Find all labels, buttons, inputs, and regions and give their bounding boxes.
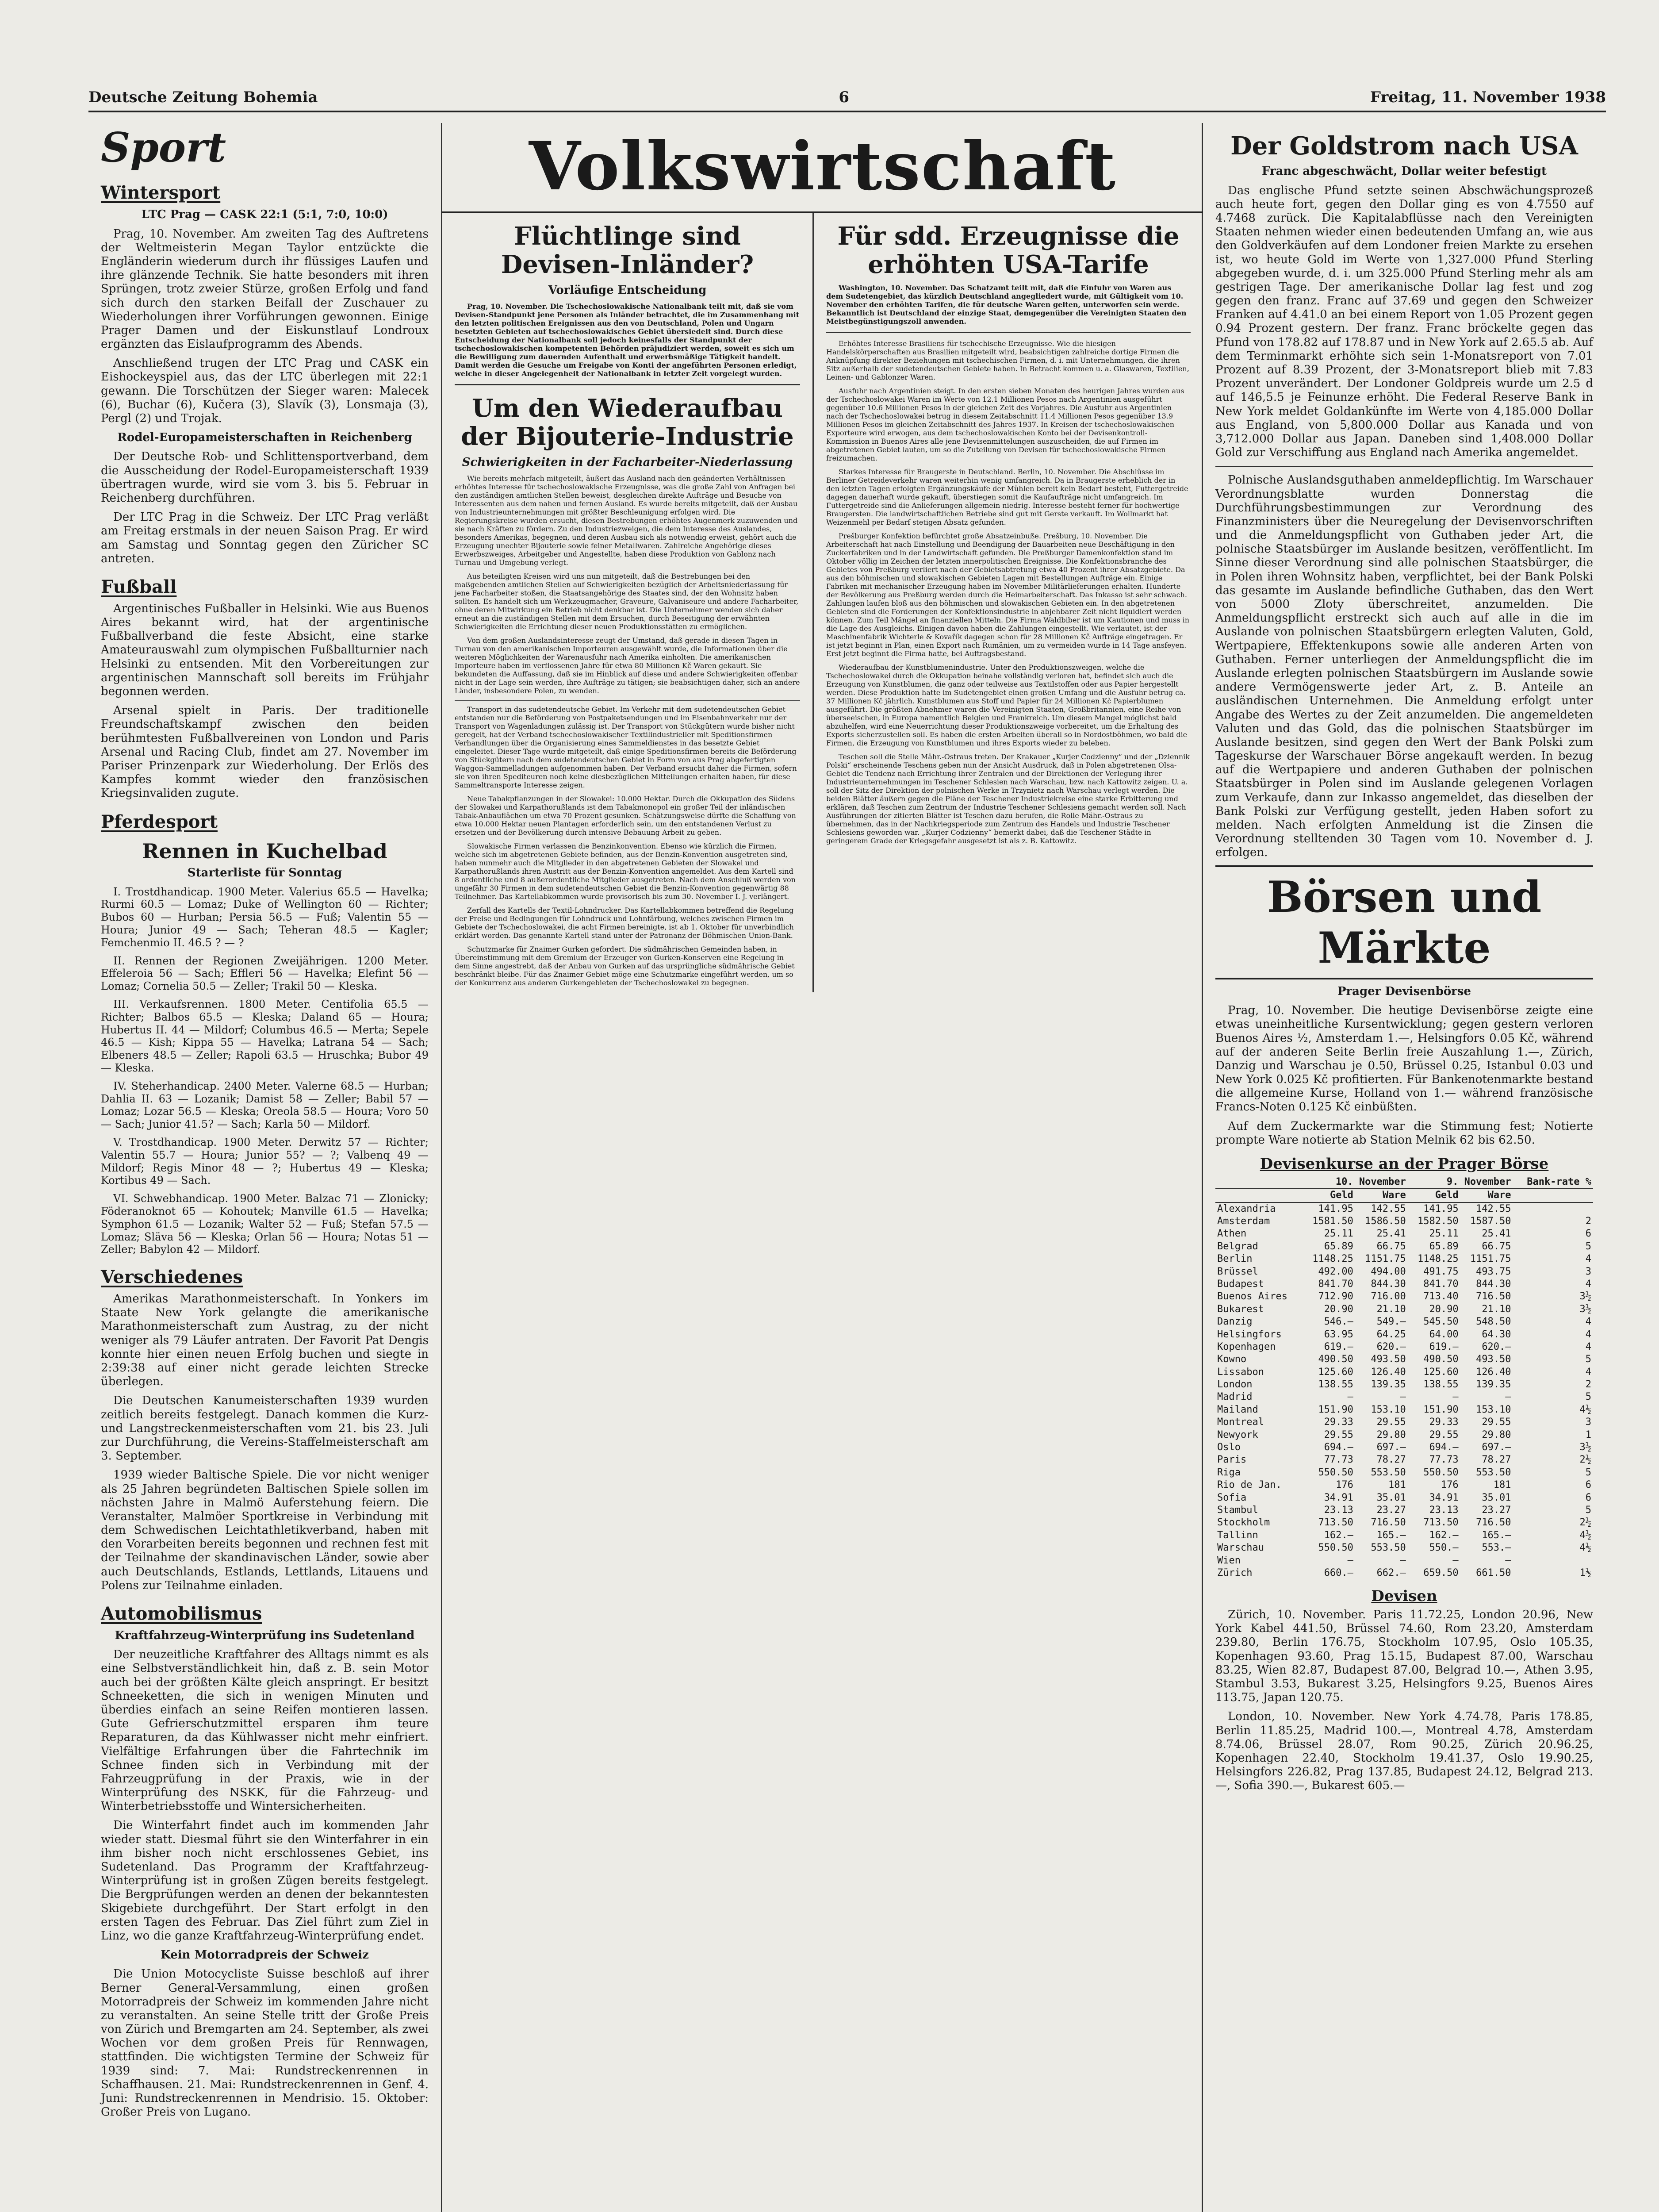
article-paragraph: Der neuzeitliche Kraftfahrer des Alltags nimmt es als eine Selbstverständlichkeit hin, daß z. B. sein Motor auch bei der größten Kälte gleich anspringt. Er besitzt Schneeketten, die sich in wenigen Minuten und überdies einfach an seine Reifen montieren lassen. Gute Gefrierschutzmittel ersparen ihm teure Reparaturen, da das Kühlwasser nicht mehr einfriert. Vielfältige Erfahrungen über die Fahrtechnik im Schnee finden sich in Verbindung mit der Fahrzeugprüfung in der Praxis, wie in der Winterprüfung des NSKK, für die Fahrzeug- und Winterbetriebsstoffe und Wintersicherheiten. [101,1648,429,1813]
rates-value: 844.30 [1476,1278,1511,1290]
rates-table [1215,1176,1593,1580]
race-entry: III. Verkaufsrennen. 1800 Meter. Centifolia 65.5 — Richter; Balbos 65.5 — Kleska; Daland 65 — Houra; Hubertus II. 44 — Mildorf; Columbus 46.5 — Merta; Sepele 46.5 — Kish; Kippa 55 — Havelka; Latrana 54 — Sach; Elbeners 48.5 — Zeller; Rapoli 63.5 — Hruschka; Bubor 49 — Kleska. [101,998,429,1074]
rates-value: 3 [1585,1417,1591,1428]
rates-value: 619.— [1429,1341,1459,1352]
rates-value: 550.50 [1318,1467,1353,1478]
rates-value: 138.55 [1423,1379,1459,1390]
race-entry: I. Trostdhandicap. 1900 Meter. Valerius 65.5 — Havelka; Rurmi 60.5 — Lomaz; Duke of Wellington 60 — Richter; Bubos 60 — Hurban; Persia 56.5 — Fuß; Valentin 55 — Houra; Junior 49 — Sach; Teheran 48.5 — Kagler; Femchenmio II. 46.5 ? — ? [101,885,429,949]
rates-value: 550.50 [1423,1467,1459,1478]
rates-city: Warschau [1217,1542,1264,1554]
rates-city: Paris [1217,1454,1247,1466]
rates-value: 716.50 [1371,1517,1406,1528]
rates-row [1215,1278,1593,1290]
article-paragraph: Wiederaufbau der Kunstblumenindustrie. Unter den Produktionszweigen, welche die Tschechoslowakei durch die Okkupation beinahe vollständig verloren hat, befindet sich auch die Erzeugung von Kunstblumen, die ganz oder teilweise aus Textilstoffen oder aus Papier hergestellt werden. Diese Produktion hatte im Sudetengebiet einen großen Umfang und die Ausfuhr betrug ca. 37 Millionen Kč jährlich. Kunstblumen aus Stoff und Papier für 24 Millionen Kč Papierblumen ausgeführt. Die größten Abnehmer waren die Vereinigten Staaten, Großbritannien, eine Reihe von überseeischen, in Europa namentlich Belgien und Frankreich. Um diesem Mangel möglichst bald abzuhelfen, wird eine Neuerrichtung dieser Produktionszweige vorbereitet, um die Erhaltung des Exports sicherzustellen soll. Es haben die ersten Arbeiten überall so in Nordostböhmen, wo bald die Firmen, die Erzeugung von Kunstblumen und ihres Exports wieder zu beleben. [826,663,1188,747]
rates-value: 63.95 [1324,1329,1353,1340]
rates-city: Sofia [1217,1492,1247,1503]
rates-city: Madrid [1217,1391,1253,1403]
fluechtlinge-headline: Flüchtlinge sind Devisen-Inländer? [501,222,754,280]
rates-value: — [1505,1391,1511,1403]
rates-value: 492.00 [1318,1266,1353,1277]
rates-value: 661.50 [1476,1567,1511,1578]
rates-value: 550.50 [1318,1542,1353,1554]
divider [826,332,1191,333]
rates-value: 4 [1585,1341,1591,1352]
article-paragraph: Teschen soll die Stelle Mähr.-Ostraus treten. Der Krakauer „Kurjer Codzienny“ und der „Dziennik Polski“ erscheinende Teschens geben nun der Ansicht Ausdruck, daß in Polen abgetretenen Olsa-Gebiet die Tendenz nach Errichtung ihrer Zentralen und der Direktionen der Verlegung ihrer Industrieunternehmungen im Teschener Schlesien nach Warschau, bzw. nach Kattowitz zeigen. U. a. soll der Sitz der Direktion der polnischen Werke in Trzynietz nach Warschau verlegt werden. Die beiden Blätter äußern gegen die Pläne der Teschener Industriekreise eine starke Erbitterung und erklären, daß Teschen zum Zentrum der Industrie Teschener Schlesiens gemacht werden soll. Nach Ausführungen der zitierten Blätter ist Teschen dazu berufen, die Rolle Mähr.-Ostraus zu übernehmen, das in der Nachkriegsperiode zum Zentrum des Handels und Industrie Teschener Schlesiens geworden war. „Kurjer Codzienny“ bemerkt dabei, daß die Teschener Städte in geringerem Grade der Kriegsgefahr ausgesetzt ist als z. B. Kattowitz. [826,752,1190,845]
article-paragraph: 1939 wieder Baltische Spiele. Die vor nicht weniger als 25 Jahren begründeten Baltischen Spiele sollen im nächsten Jahre in Malmö Auferstehung feiern. Die Veranstalter, Malmöer Sportkreise in Verbindung mit dem Schwedischen Leichtathletikverband, haben mit den Vorarbeiten bereits begonnen und rechnen fest mit der Teilnahme der skandinavischen Länder, sowie aber auch Deutschlands, Estlands, Lettlands, Litauens und Polens zur Teilnahme einladen. [101,1468,429,1592]
rates-row [1215,1290,1593,1303]
rates-value: 3 [1585,1266,1591,1277]
race-entry: VI. Schwebhandicap. 1900 Meter. Balzac 71 — Zlonicky; Föderanoknot 65 — Kohoutek; Manville 61.5 — Havelka; Symphon 61.5 — Lozanik; Walter 52 — Fuß; Stefan 57.5 — Lomaz; Släva 56 — Kleska; Orlan 56 — Houra; Notas 51 — Zeller; Babylon 42 — Mildorf. [101,1192,429,1256]
article-paragraph: Prešburger Konfektion befürchtet große Absatzeinbuße. Prešburg, 10. November. Die Arbeiterschaft hat nach Einstellung und Beendigung der Bauarbeiten neue Beschäftigung in den Zuckerfabriken und in der Landwirtschaft gefunden. Die Preßburger Damenkonfektion stand im Oktober völlig im Zeichen der letzten innerpolitischen Ereignisse. Die Konfektionsbranche des Gebietes von Preßburg verliert nach der Gebietsabtretung etwa 40 Prozent ihrer Absatzgebiete. Da aus den böhmischen und slowakischen Gebieten Lagen mit Bestellungen Aufträge ein. Einige Fabriken mit mechanischer Erzeugung haben im November Militärlieferungen erhalten. Hunderte der Bevölkerung aus Preßburg werden durch die Heimarbeiterschaft. Das Inkasso ist sehr schwach. Zahlungen laufen bloß aus den böhmischen und slowakischen Gebieten ein. In den abgetretenen Gebieten sind die Forderungen der Konfektionsindustrie in abjehbarer Zeit nicht liquidiert werden können. Zum Teil Mängel an finanziellen Mitteln. Die Firma Waldbiber ist um Kautionen und muss in die Lage des Ausgleichs. Einigen davon haben die Zahlungen eingestellt. Wie verlautet, ist der Maschinenfabrik Wichterle & Kovařík dagegen schon für 28 Millionen Kč Aufträge eingetragen. Er ist jetzt beginnt in Plan, einen Export nach Rumänien, um zu vermeiden wurde in 14 Tage ansfeyen. Erst jetzt beginnt die Firma hatte, bei Auftragsbestand. [826,531,1190,658]
rates-value: 125.60 [1318,1366,1353,1378]
rates-value: 841.70 [1423,1278,1459,1290]
rates-row [1215,1555,1593,1567]
rates-value: 493.75 [1476,1266,1511,1277]
rates-value: 4 [1585,1366,1591,1378]
rates-value: 493.50 [1371,1354,1406,1365]
rates-value: 25.41 [1482,1228,1511,1240]
rates-value: 125.60 [1423,1366,1459,1378]
rates-value: — [1400,1391,1406,1403]
article-paragraph: Wie bereits mehrfach mitgeteilt, äußert das Ausland nach den geänderten Verhältnissen erhöhtes Interesse für tschechoslowakische Erzeugnisse, was die große Zahl von Anfragen bei den zuständigen amtlichen Stellen beweist, desgleichen direkte Aufträge und Besuche von Interessenten aus dem nahen und fernen Ausland. Es wurde bereits mitgeteilt, daß der Ausbau von Industrieunternehmungen mit größter Beschleunigung erfolgen wird. Die Regierungskreise wurden ersucht, diesen Bestrebungen erhöhtes Augenmerk zuzuwenden und sie nach Kräften zu fördern. Zu den Industriezweigen, die dem Interesse des Auslandes, besonders Amerikas, begegnen, und deren Ausbau sich als notwendig erweist, gehört auch die Erzeugung unechter Bijouterie sowie feiner Metallwaren. Zahlreiche Angehörige dieses Erwerbszweiges, Arbeitgeber und Angestellte, haben diese Produktion von Gablonz nach Turnau und Umgebung verlegt. [455,474,798,567]
rates-value: 2 [1585,1215,1591,1227]
rates-value: 153.10 [1371,1404,1406,1415]
rodel-heading: Rodel-Europameisterschaften in Reichenberg [117,431,412,445]
rates-value: 1 [1585,1429,1591,1440]
rates-value: 34.91 [1429,1492,1459,1503]
starterliste-subtitle: Starterliste für Sonntag [187,866,342,880]
article-paragraph: Argentinisches Fußballer in Helsinki. Wie aus Buenos Aires bekannt wird, hat der argentinische Fußballverband die feste Absicht, eine starke Amateurauswahl zum olympischen Fußballturnier nach Helsinki zu entsenden. Mit den Vorbereitungen zur argentinischen Mannschaft soll bereits im Frühjahr begonnen werden. [101,602,429,699]
rates-row [1215,1253,1593,1265]
rates-value: 4 [1585,1253,1591,1265]
rates-value: 29.80 [1376,1429,1406,1440]
rates-row [1215,1228,1593,1240]
devisen-heading: Devisen [1371,1587,1437,1605]
rates-value: 659.50 [1423,1567,1459,1578]
rates-row [1215,1404,1593,1416]
article-paragraph: Die Winterfahrt findet auch im kommenden Jahr wieder statt. Diesmal führt sie den Winterfahrer in ein ihm bisher noch nicht erschlossenes Gebiet, ins Sudetenland. Das Programm der Kraftfahrzeug-Winterprüfung ist in großen Zügen bereits festgelegt. Die Bergprüfungen werden an denen der bekanntesten Skigebiete durchgeführt. Der Start erfolgt in den ersten Tagen des Februar. Das Ziel führt zum Ziel in Linz, wo die ganze Kraftfahrzeug-Winterprüfung endet. [101,1819,429,1943]
rates-value: — [1505,1555,1511,1566]
rates-city: Buenos Aires [1217,1291,1287,1302]
rates-value: — [1347,1555,1353,1566]
rates-value: 620.— [1482,1341,1511,1352]
rates-value: 1151.75 [1365,1253,1406,1265]
rates-value: 176 [1336,1479,1353,1491]
rates-value: 176 [1441,1479,1459,1491]
rates-value: 23.13 [1324,1504,1353,1516]
rates-value: 141.95 [1318,1203,1353,1214]
rates-row [1215,1329,1593,1341]
rates-value: 5 [1585,1240,1591,1252]
rates-value: 29.55 [1482,1417,1511,1428]
rates-row [1215,1492,1593,1504]
rates-value: 2 [1585,1379,1591,1390]
article-paragraph: Von dem großen Auslandsinteresse zeugt der Umstand, daß gerade in diesen Tagen in Turnau von den amerikanischen Importeuren ausgewählt wurde, die Informationen über die weiteren Möglichkeiten der Warenausfuhr nach Amerika einholten. Die amerikanischen Importeure haben im verflossenen Jahre für etwa 80 Millionen Kč Waren gekauft. Sie bekundeten die Auffassung, daß sie im Hinblick auf diese und andere Schwierigkeiten offenbar nicht in der Lage sein werden, ihre Aufträge zu tätigen; sie beabsichtigen daher, sich an andere Länder, insbesondere Polen, zu wenden. [455,636,800,695]
rates-table-title: Devisenkurse an der Prager Börse [1260,1155,1549,1173]
rates-value: 25.11 [1429,1228,1459,1240]
rates-value: 553.— [1482,1542,1511,1554]
divider [455,700,800,701]
rates-value: — [1400,1555,1406,1566]
rates-value: 2½ [1579,1517,1591,1528]
rates-city: Berlin [1217,1253,1253,1265]
rates-city: Helsingfors [1217,1329,1282,1340]
rates-value: 29.55 [1429,1429,1459,1440]
article-paragraph: Erhöhtes Interesse Brasiliens für tschechische Erzeugnisse. Wie die hiesigen Handelskörperschaften aus Brasilien mitgeteilt wird, beabsichtigen zahlreiche dortige Firmen die Anknüpfung direkter Beziehungen mit tschechischen Firmen, d. i. mit Unternehmungen, die ihren Sitz außerhalb der sudetendeutschen Gebiete haben. In Betracht kommen u. a. Glaswaren, Textilien, Leinen- und Gablonzer Waren. [826,339,1189,381]
divider [1215,466,1593,467]
rates-city: Budapest [1217,1278,1264,1290]
rates-row [1215,1353,1593,1366]
rates-header-bank: Bank-rate % [1513,1176,1593,1189]
rates-value: 21.10 [1482,1303,1511,1315]
rates-value: 138.55 [1318,1379,1353,1390]
rates-value: 1587.50 [1470,1215,1511,1227]
rates-value: 6 [1585,1492,1591,1503]
rates-value: 181 [1493,1479,1511,1491]
rates-row [1215,1316,1593,1328]
rates-value: 1581.50 [1312,1215,1353,1227]
rates-value: 6 [1585,1228,1591,1240]
bijouterie-subhead: Schwierigkeiten in der Facharbeiter-Niederlassung [462,455,793,469]
rates-value: 4½ [1579,1529,1591,1541]
rates-city: Riga [1217,1467,1241,1478]
winterpruefung-subtitle: Kraftfahrzeug-Winterprüfung ins Sudetenland [115,1629,415,1643]
issue-date: Freitag, 11. November 1938 [1370,88,1606,106]
rates-value: 162.— [1324,1529,1353,1541]
rates-value: 4 [1585,1278,1591,1290]
rates-value: 4 [1585,1316,1591,1328]
rates-value: 64.00 [1429,1329,1459,1340]
race-entry: V. Trostdhandicap. 1900 Meter. Derwitz 57 — Richter; Valentin 55.7 — Houra; Junior 55? — ?; Valbenq 49 — Mildorf; Regis Minor 48 — ?; Hubertus 49 — Kleska; Kortibus 49 — Sach. [101,1136,429,1187]
rates-header-date2: 9. November [1408,1176,1513,1189]
automobilismus-heading: Automobilismus [101,1603,262,1624]
rates-value: 1582.50 [1417,1215,1459,1227]
rates-city: Alexandria [1217,1203,1276,1214]
sport-column [88,123,442,2212]
article-paragraph: Washington, 10. November. Das Schatzamt teilt mit, daß die Einfuhr von Waren aus dem Sudetengebiet, das kürzlich Deutschland angegliedert wurde, mit Gültigkeit vom 10. November den erhöhten Tarifen, die für deutsche Waren gelten, unterworfen sein werde. Bekanntlich ist Deutschland der einzige Staat, demgegenüber die Vereinigten Staaten den Meistbegünstigungszoll anwenden. [826,283,1187,326]
rates-city: Bukarest [1217,1303,1264,1315]
article-paragraph: Prag, 10. November. Die Tschechoslowakische Nationalbank teilt mit, daß sie vom Devisen-Standpunkt jene Personen als Inländer betrachtet, die im Zusammenhang mit den letzten politischen Ereignissen aus den von Deutschland, Polen und Ungarn besetzten Gebieten auf tschechoslowakisches Gebiet übersiedelt sind. Durch diese Entscheidung der Nationalbank soll jedoch keinesfalls der Standpunkt der tschechoslowakischen kompetenten Behörden präjudiziert werden, soweit es sich um die Bewilligung zum dauernden Aufenthalt und erwerbsmäßige Tätigkeit handelt. Damit werden die Gesuche um Freigabe von Konti der angeführten Personen erledigt, welche in dieser Angelegenheit der Nationalbank in letzter Zeit vorgelegt wurden. [455,302,800,378]
rates-city: London [1217,1379,1253,1390]
rates-city: Stockholm [1217,1517,1270,1528]
divider [455,384,800,385]
rates-value: 694.— [1429,1442,1459,1453]
article-paragraph: Ausfuhr nach Argentinien steigt. In den ersten sieben Monaten des heurigen Jahres wurden aus der Tschechoslowakei Waren im Werte von 12.1 Millionen Pesos nach Argentinien ausgeführt gegenüber 10.6 Millionen Pesos in der gleichen Zeit des Vorjahres. Die Ausfuhr aus Argentinien nach der Tschechoslowakei betrug in diesem Zeitabschnitt 11.4 Millionen Pesos gegenüber 13.9 Millionen Pesos im gleichen Zeitabschnitt des Jahres 1937. In Kreisen der tschechoslowakischen Exporteure wird erwogen, aus dem tschechoslowakischen Konto bei der Devisenkontroll-Kommission in Buenos Aires alle jene Devisenmittelungen auszuscheiden, die auf Firmen im abgetretenen Gebiet lauten, um so die Zuteilung von Devisen für tschechoslowakische Firmen freizumachen. [826,386,1184,462]
fluechtlinge-subhead: Vorläufige Entscheidung [548,283,707,297]
rates-row [1215,1467,1593,1479]
rates-value: 660.— [1324,1567,1353,1578]
rates-value: — [1347,1391,1353,1403]
rates-row [1215,1517,1593,1529]
rates-value: 619.— [1324,1341,1353,1352]
article-paragraph: Anschließend trugen der LTC Prag und CASK ein Eishockeyspiel aus, das der LTC überlegen mit 22:1 gewann. Die Torschützen der Sieger waren: Malecek (6), Buchar (6), Kučera (3), Slavík (3), Lonsmaja (3), Pergl (2) und Trojak. [101,357,429,426]
masthead [88,88,1606,112]
usa-tarife-headline: Für sdd. Erzeugnisse die erhöhten USA-Tarife [837,222,1180,280]
article-paragraph: Polnische Auslandsguthaben anmeldepflichtig. Im Warschauer Verordnungsblatte wurden Donnerstag die Durchführungsbestimmungen zur Verordnung des Finanzministers über die Neuregelung der Devisenvorschriften und die Anmeldungspflicht von Guthaben jeder Art, die polnische Staatsbürger im Auslande besitzen, veröffentlicht. Im Sinne dieser Verordnung sind alle polnischen Staatsbürger, die in Polen ihren Wohnsitz haben, verpflichtet, bei der Bank Polski das gesamte im Auslande befindliche Guthaben, das den Wert von 5000 Zloty überschreitet, anzumelden. Die Anmeldungspflicht erstreckt sich auch auf alle in die im Auslande von polnischen Staatsbürgern erlegten Valuten, Gold, Wertpapiere, Effektenkupons sowie alle anderen Arten von Guthaben. Ferner unterliegen der Anmeldungspflicht die im Auslande erlegten polnischen Staatsbürgern im Auslande sowie andere Vermögenswerte jeder Art, z. B. Anteile an ausländischen Unternehmen. Die Anmeldung erfolgt unter Angabe des Wertes zu der Zeit anzumelden. Die angemeldeten Valuten und das Gold, das die polnischen Staatsbürger im Auslande besitzen, sind gegen den Wert der Bank Polski zum Tageskurse der Warschauer Börse angekauft werden. In bezug auf die Wertpapiere und anderen Guthaben der polnischen Staatsbürger in Polen sind im Auslande gelegenen Vorlagen zum Verkaufe, dann zur Inkasso angemeldet, das dieselben der Bank Polski zur Verfügung gestellt, jeden Haben sofort zu melden. Nach erfolgten Anmeldung ist die Zinsen die Verordnung stelltenden 30 Tagen vom 10. November d. J. erfolgen. [1215,473,1593,860]
volkswirtschaft-banner: Volkswirtschaft [442,123,1203,213]
rates-value: 712.90 [1318,1291,1353,1302]
rates-value: 716.50 [1476,1291,1511,1302]
rates-row [1215,1529,1593,1542]
economy-right-column [814,213,1203,992]
rates-value: 25.41 [1376,1228,1406,1240]
rates-value: 491.75 [1423,1266,1459,1277]
rates-value: 1586.50 [1365,1215,1406,1227]
rates-value: 64.30 [1482,1329,1511,1340]
rates-city: Lissabon [1217,1366,1264,1378]
rates-value: 29.80 [1482,1429,1511,1440]
rates-value: 662.— [1376,1567,1406,1578]
rates-value: 1148.25 [1417,1253,1459,1265]
rates-value: 697.— [1482,1442,1511,1453]
rates-value: 3½ [1579,1303,1591,1315]
boersen-banner: Börsen und Märkte [1215,865,1593,979]
rates-value: 490.50 [1423,1354,1459,1365]
economy-left-column [442,213,814,992]
column-grid [88,123,1606,2212]
rates-row [1215,1303,1593,1316]
article-paragraph: Prag, 10. November. Am zweiten Tag des Auftretens der Weltmeisterin Megan Taylor entzückte die Engländerin wiederum durch ihr flüssiges Laufen und ihre glänzende Technik. Sie hatte besonders mit ihren Sprüngen, trotz zweier Stürze, großen Erfolg und fand sich durch den starken Beifall der Zuschauer zu Wiederholungen ihrer Vorführungen gewonnen. Einige Prager Damen und der Eiskunstlauf Londroux ergänzten das Eislaufprogramm des Abends. [101,227,429,351]
article-paragraph: London, 10. November. New York 4.74.78, Paris 178.85, Berlin 11.85.25, Madrid 100.—, Montreal 4.78, Amsterdam 8.74.06, Brüssel 28.07, Rom 90.25, Zürich 20.96.25, Kopenhagen 22.40, Stockholm 19.41.37, Oslo 19.90.25, Helsingfors 226.82, Prag 137.85, Budapest 24.12, Belgrad 213.—, Sofia 390.—, Bukarest 605.— [1215,1710,1593,1793]
bijouterie-headline: Um den Wiederaufbau der Bijouterie-Industrie [461,393,794,452]
rates-value: 694.— [1324,1442,1353,1453]
rates-city: Rio de Jan. [1217,1479,1282,1491]
rates-value: 550.— [1429,1542,1459,1554]
rates-value: 142.55 [1476,1203,1511,1214]
pferdesport-heading: Pferdesport [101,811,218,832]
rates-value: 553.50 [1371,1542,1406,1554]
rates-value: 697.— [1376,1442,1406,1453]
article-paragraph: Der LTC Prag in die Schweiz. Der LTC Prag verläßt am Freitag erstmals in der neuen Saison Prag. Er wird am Samstag und Sonntag gegen den Züricher SC antreten. [101,511,429,565]
rates-value: 4½ [1579,1404,1591,1415]
rates-row [1215,1240,1593,1253]
rates-value: 1½ [1579,1567,1591,1578]
article-paragraph: Das englische Pfund setzte seinen Abschwächungsprozeß auch heute fort, gegen den Dollar ging es von 4.7550 auf 4.7468 zurück. Die Kapitalabflüsse nach den Vereinigten Staaten nehmen wieder einen bedeutenden Umfang an, wie aus den Goldverkäufen auf dem Londoner freien Markte zu ersehen ist, wo heute Gold im Werte von 1,327.000 Pfund Sterling abgegeben wurde, d. i. um 325.000 Pfund Sterling mehr als am gestrigen Tage. Der amerikanische Dollar lag fest und zog gegen den franz. Franc auf 37.69 und gegen den Schweizer Franken auf 4.41.0 an bei einem Report von 1.05 Prozent gegen 0.94 Prozent gestern. Der franz. Franc bröckelte gegen das Pfund von 178.82 auf 178.87 und in New York auf 2.65.5 ab. Auf dem Terminmarkt erhöhte sich sein 1-Monatsreport von 7.01 Prozent auf 8.39 Prozent, der 3-Monatsreport blieb mit 7.83 Prozent unverändert. Der Londoner Goldpreis wurde um 2.5 d auf 146,5.5 je Feinunze erhöht. Die Federal Reserve Bank in New York meldet Goldankünfte im Werte von 4,185.000 Dollar aus England, von 5,800.000 Dollar aus Kanada und von 3,712.000 Dollar aus Japan. Daneben sind 1,408.000 Dollar Gold zur Verschiffung aus England nach Amerika angemeldet. [1215,184,1593,460]
rates-city: Brüssel [1217,1266,1258,1277]
rates-city: Oslo [1217,1442,1241,1453]
rates-value: 713.40 [1423,1291,1459,1302]
article-paragraph: Slowakische Firmen verlassen die Benzinkonvention. Ebenso wie kürzlich die Firmen, welche sich im abgetretenen Gebiete befinden, aus der Benzin-Konvention ausgetreten sind, haben nunmehr auch die Mitglieder in den abgetretenen Gebieten der Slowakei und Karpathorußlands ihren Austritt aus der Benzin-Konvention angemeldet. Aus dem Kartell sind 8 ordentliche und 8 außerordentliche Mitglieder ausgetreten. Nach dem Anschluß werden von ungefähr 30 Firmen in dem sudetendeutschen Gebiet die Benzin-Konvention gegenwärtig 88 Teilnehmer. Das Kartellabkommen wurde provisorisch bis zum 30. November I. J. verlängert. [455,841,796,901]
rates-value: 23.27 [1482,1504,1511,1516]
rates-row [1215,1567,1593,1579]
rates-value: 546.— [1324,1316,1353,1328]
rates-value: 162.— [1429,1529,1459,1541]
rates-value: 142.55 [1371,1203,1406,1214]
rates-value: 77.73 [1324,1454,1353,1466]
motorradpreis-heading: Kein Motorradpreis der Schweiz [161,1948,369,1962]
rates-value: 716.50 [1476,1517,1511,1528]
article-paragraph: Der Deutsche Rob- und Schlittensportverband, dem die Ausscheidung der Rodel-Europameisterschaft 1939 übertragen wurde, wird sie vom 3. bis 5. Februar in Reichenberg durchführen. [101,450,429,505]
rates-value: 141.95 [1423,1203,1459,1214]
rates-value: 553.50 [1371,1467,1406,1478]
rates-value: 23.13 [1429,1504,1459,1516]
finance-column [1203,123,1605,2212]
rates-value: 5 [1585,1391,1591,1403]
rates-value: 713.50 [1318,1517,1353,1528]
rates-value: 139.35 [1371,1379,1406,1390]
rates-value: 3½ [1579,1291,1591,1302]
rates-row [1215,1504,1593,1517]
rates-value: 548.50 [1476,1316,1511,1328]
race-entry: IV. Steherhandicap. 2400 Meter. Valerne 68.5 — Hurban; Dahlia II. 63 — Lozanik; Damist 58 — Zeller; Babil 57 — Lomaz; Lozar 56.5 — Kleska; Oreola 58.5 — Houra; Voro 50 — Sach; Junior 41.5? — Sach; Karla 50 — Mildorf. [101,1079,429,1131]
rates-value: 23.27 [1376,1504,1406,1516]
article-paragraph: Transport in das sudetendeutsche Gebiet. Im Verkehr mit dem sudetendeutschen Gebiet entstanden nur die Beförderung von Postpaketsendungen und im Eisenbahnverkehr nur der Transport von Wagenladungen zulässig ist. Der Transport von Stückgütern wurde bisher nicht geregelt, hat der Verband tschechoslowakischer Textilindustrieller mit Speditionsfirmen Verhandlungen über die Organisierung eines Sammeldienstes in das besetzte Gebiet eingeleitet. Dieser Tage wurde mitgeteilt, daß einige Speditionsfirmen bereits die Beförderung von Stückgütern nach dem sudetendeutschen Gebiet in Form von aus Prag abgefertigten Waggon-Sammelladungen aufgenommen haben. Der Verband ersucht daher die Firmen, sofern sie von ihren Spediteuren noch keine diesbezüglichen Mitteilungen erhalten haben, für diese Sammeltransporte Interesse zeigen. [455,705,797,789]
rates-value: 6 [1585,1479,1591,1491]
rates-value: 35.01 [1482,1492,1511,1503]
rates-city: Stambul [1217,1504,1258,1516]
kuchelbad-title: Rennen in Kuchelbad [142,839,387,863]
rates-value: 20.90 [1429,1303,1459,1315]
race-entry: II. Rennen der Regionen Zweijährigen. 1200 Meter. Effeleroia 56 — Sach; Effleri 56 — Havelka; Elefint 56 — Lomaz; Cornelia 50.5 — Zeller; Trakil 50 — Kleska. [101,954,429,993]
rates-value: 78.27 [1376,1454,1406,1466]
goldstrom-subhead: Franc abgeschwächt, Dollar weiter befestigt [1261,165,1547,178]
rates-city: Wien [1217,1555,1241,1566]
rates-value: 77.73 [1429,1454,1459,1466]
rates-value: 29.33 [1429,1417,1459,1428]
rates-row [1215,1215,1593,1228]
rates-header-geld: Geld [1408,1189,1460,1202]
rates-value: 5 [1585,1504,1591,1516]
page-number: 6 [839,88,849,106]
rates-city: Belgrad [1217,1240,1258,1252]
article-paragraph: Auf dem Zuckermarkte war die Stimmung fest; Notierte prompte Ware notierte ab Station Melnik 62 bis 62.50. [1215,1119,1593,1147]
rates-value: 713.50 [1423,1517,1459,1528]
rates-value: 151.90 [1423,1404,1459,1415]
rates-value: — [1452,1391,1459,1403]
rates-value: 493.50 [1476,1354,1511,1365]
rates-value: 494.00 [1371,1266,1406,1277]
rates-value: 165.— [1482,1529,1511,1541]
rates-value: 153.10 [1476,1404,1511,1415]
rates-value: 1148.25 [1312,1253,1353,1265]
rates-row [1215,1416,1593,1429]
rates-value: 65.89 [1429,1240,1459,1252]
rates-value: 5 [1585,1354,1591,1365]
rates-row [1215,1202,1593,1215]
rates-value: 181 [1388,1479,1406,1491]
rates-value: 35.01 [1376,1492,1406,1503]
article-paragraph: Amerikas Marathonmeisterschaft. In Yonkers im Staate New York gelangte die amerikanische Marathonmeisterschaft zum Austrag, zu der nicht weniger als 79 Läufer antraten. Der Favorit Pat Dengis konnte hier einen neuen Erfolg buchen und siegte in 2:39:38 auf einer nicht gerade leichten Strecke überlegen. [101,1292,429,1389]
rates-value: 2½ [1579,1454,1591,1466]
article-paragraph: Zerfall des Kartells der Textil-Lohndrucker. Das Kartellabkommen betreffend die Regelung der Preise und Bedingungen für Lohndruck und Lohnfärbung, welches zwischen Firmen im Gebiete der Tschechoslowakei, die acht Firmen bereinigte, ist ab 1. Oktober für unverbindlich erklärt worden. Das genannte Kartell stand unter der Patronanz der Böhmischen Union-Bank. [455,906,794,940]
rates-city: Mailand [1217,1404,1258,1415]
rates-value: 65.89 [1324,1240,1353,1252]
rates-row [1215,1479,1593,1491]
fussball-heading: Fußball [101,576,177,597]
rates-value: 25.11 [1324,1228,1353,1240]
rates-value: — [1452,1555,1459,1566]
rates-value: 3½ [1579,1442,1591,1453]
rates-value: 549.— [1376,1316,1406,1328]
rates-row [1215,1542,1593,1554]
rates-value: 64.25 [1376,1329,1406,1340]
rates-header-geld: Geld [1303,1189,1355,1202]
article-paragraph: Neue Tabakpflanzungen in der Slowakei: 10.000 Hektar. Durch die Okkupation des Südens der Slowakei und Karpathorußlands ist dem Tabakmonopol ein großer Teil der inländischen Tabak-Anbauflächen um etwa 70 Prozent gesunken. Schätzungsweise dürfte die Schaffung von etwa 10.000 Hektar neuen Plantagen erforderlich sein, um den entstandenen Verlust zu ersetzen und der Bevölkerung durch intensive Bebauung Arbeit zu geben. [455,794,796,837]
article-paragraph: Aus beteiligten Kreisen wird uns nun mitgeteilt, daß die Bestrebungen bei den maßgebenden amtlichen Stellen auf Schwierigkeiten bezüglich der Arbeitsniederlassung für jene Facharbeiter stoßen, die Staatsangehörige des Staates sind, der den Wohnsitz haben sollten. Es handelt sich um Werkzeugmacher, Graveure, Galvaniseure und andere Facharbeiter, ohne deren Mitwirkung ein Betrieb nicht denkbar ist. Die Unternehmer wenden sich daher erneut an die zuständigen Stellen mit dem Ersuchen, durch Beseitigung der erwähnten Schwierigkeiten die Errichtung dieser neuen Produktionsstätten zu ermöglichen. [455,572,799,631]
rates-value: 20.90 [1324,1303,1353,1315]
rates-row [1215,1266,1593,1278]
article-paragraph: Schutzmarke für Znaimer Gurken gefordert. Die südmährischen Gemeinden haben, in Übereinstimmung mit dem Gremium der Erzeuger von Gurken-Konserven eine Regelung in dem Sinne angestrebt, daß der Anbau von Gurken auf das ursprüngliche südmährische Gebiet beschränkt bleibe. Für das Znaimer Gebiet möge eine Schutzmarke eingeführt werden, um so der Konkurrenz aus anderen Gurkengebieten der Tschechoslowakei zu begegnen. [455,945,795,987]
devisenboerse-subhead: Prager Devisenbörse [1337,984,1471,998]
goldstrom-headline: Der Goldstrom nach USA [1230,131,1578,161]
rates-row [1215,1379,1593,1391]
rates-value: 553.50 [1476,1467,1511,1478]
rates-value: 490.50 [1318,1354,1353,1365]
rates-city: Amsterdam [1217,1215,1270,1227]
match-result: LTC Prag — CASK 22:1 (5:1, 7:0, 10:0) [141,208,388,222]
rates-city: Athen [1217,1228,1247,1240]
rates-value: 545.50 [1423,1316,1459,1328]
rates-value: 620.— [1376,1341,1406,1352]
rates-value: 34.91 [1324,1492,1353,1503]
rates-value: 66.75 [1482,1240,1511,1252]
rates-value: 151.90 [1318,1404,1353,1415]
rates-value: 716.00 [1371,1291,1406,1302]
rates-header-ware: Ware [1355,1189,1408,1202]
rates-city: Newyork [1217,1429,1258,1440]
article-paragraph: Starkes Interesse für Braugerste in Deutschland. Berlin, 10. November. Die Abschlüsse im Berliner Getreideverkehr waren weiterhin wenig umfangreich. Da in Braugerste erheblich der in den letzten Tagen erfolgten Ergänzungskäufe der Mühlen bereit kein Bedarf besteht, Futtergetreide dagegen dauerhaft wurde gekauft, überstiegen somit die Kaufaufträge nicht umfangreich. Im Futtergetreide sind die Anlieferungen allgemein niedrig. Interesse besteht ferner für hochwertige Braugersten. Die landwirtschaftlichen Betriebe sind gut mit Gerste verkauft. Im Wollmarkt hat Weizenmehl per Bedarf stetigen Absatz gefunden. [826,467,1188,526]
article-paragraph: Zürich, 10. November. Paris 11.72.25, London 20.96, New York Kabel 441.50, Brüssel 74.60, Rom 23.20, Amsterdam 239.80, Berlin 176.75, Stockholm 107.95, Oslo 105.35, Kopenhagen 93.60, Prag 15.15, Budapest 87.00, Warschau 83.25, Wien 82.87, Budapest 87.00, Belgrad 10.—, Athen 3.95, Stambul 3.53, Bukarest 3.25, Helsingfors 9.25, Buenos Aires 113.75, Japan 120.75. [1215,1608,1593,1705]
rates-value: 844.30 [1371,1278,1406,1290]
rates-value: 165.— [1376,1529,1406,1541]
rates-row [1215,1441,1593,1454]
rates-city: Zürich [1217,1567,1253,1578]
sport-title: Sport [101,123,226,171]
rates-header-date1: 10. November [1303,1176,1408,1189]
rates-value: 139.35 [1476,1379,1511,1390]
rates-row [1215,1341,1593,1353]
rates-value: 5 [1585,1467,1591,1478]
rates-value: 21.10 [1376,1303,1406,1315]
article-paragraph: Die Union Motocycliste Suisse beschloß auf ihrer Berner General-Versammlung, einen großen Motorradpreis der Schweiz im kommenden Jahre nicht zu veranstalten. An seine Stelle tritt der Große Preis von Zürich und Bremgarten am 24. September, als zwei Wochen vor dem großen Preis für Rennwagen, stattfinden. Die wichtigsten Termine der Schweiz für 1939 sind: 7. Mai: Rundstreckenrennen in Schaffhausen. 21. Mai: Rundstreckenrennen in Genf. 4. Juni: Rundstreckenrennen in Mendrisio. 15. Oktober: Großer Preis von Lugano. [101,1967,429,2119]
rates-row [1215,1391,1593,1403]
rates-value: 29.33 [1324,1417,1353,1428]
rates-value: 126.40 [1476,1366,1511,1378]
rates-value: 66.75 [1376,1240,1406,1252]
rates-value [1513,1202,1593,1215]
article-paragraph: Prag, 10. November. Die heutige Devisenbörse zeigte eine etwas uneinheitliche Kursentwicklung; gegen gestern verloren Buenos Aires ½, Amsterdam 1.—, Helsingfors 0.05 Kč, während auf der anderen Seite Berlin freie Auszahlung 1.—, Zürich, Danzig und Warschau je 0.50, Brüssel 0.25, Istanbul 0.03 und New York 0.025 Kč profitierten. Für Bankenotenmarkte bestand die allgemeine Kurse, Holland von 1.— während französische Francs-Noten 0.125 Kč einbüßten. [1215,1004,1593,1114]
rates-city: Danzig [1217,1316,1253,1328]
article-paragraph: Die Deutschen Kanumeisterschaften 1939 wurden zeitlich bereits festgelegt. Danach kommen die Kurz- und Langstreckenmeisterschaften vom 21. bis 23. Juli zur Durchführung, die Vereins-Staffelmeisterschaft am 3. September. [101,1394,429,1463]
verschiedenes-heading: Verschiedenes [101,1267,243,1288]
paper-name: Deutsche Zeitung Bohemia [88,88,318,106]
rates-header-ware: Ware [1460,1189,1513,1202]
rates-value: 841.70 [1318,1278,1353,1290]
article-paragraph: Arsenal spielt in Paris. Der traditionelle Freundschaftskampf zwischen den beiden berühmtesten Fußballvereinen von London und Paris Arsenal und Racing Club, findet am 27. November im Pariser Prinzenpark zur Wiederholung. Der Erlös des Kampfes kommt wieder den französischen Kriegsinvaliden zugute. [101,704,429,800]
rates-value: 4 [1585,1329,1591,1340]
wintersport-heading: Wintersport [101,182,221,204]
rates-value: 126.40 [1371,1366,1406,1378]
rates-row [1215,1454,1593,1466]
rates-row [1215,1429,1593,1441]
rates-value: 1151.75 [1470,1253,1511,1265]
rates-row [1215,1366,1593,1379]
rates-city: Kopenhagen [1217,1341,1276,1352]
volkswirtschaft-section [442,123,1203,2212]
rates-value: 78.27 [1482,1454,1511,1466]
rates-city: Kowno [1217,1354,1247,1365]
rates-value [1513,1555,1593,1567]
rates-value: 29.55 [1376,1417,1406,1428]
rates-city: Montreal [1217,1417,1264,1428]
rates-table-body [1215,1202,1593,1580]
rates-city: Tallinn [1217,1529,1258,1541]
rates-value: 29.55 [1324,1429,1353,1440]
rates-value: 4½ [1579,1542,1591,1554]
